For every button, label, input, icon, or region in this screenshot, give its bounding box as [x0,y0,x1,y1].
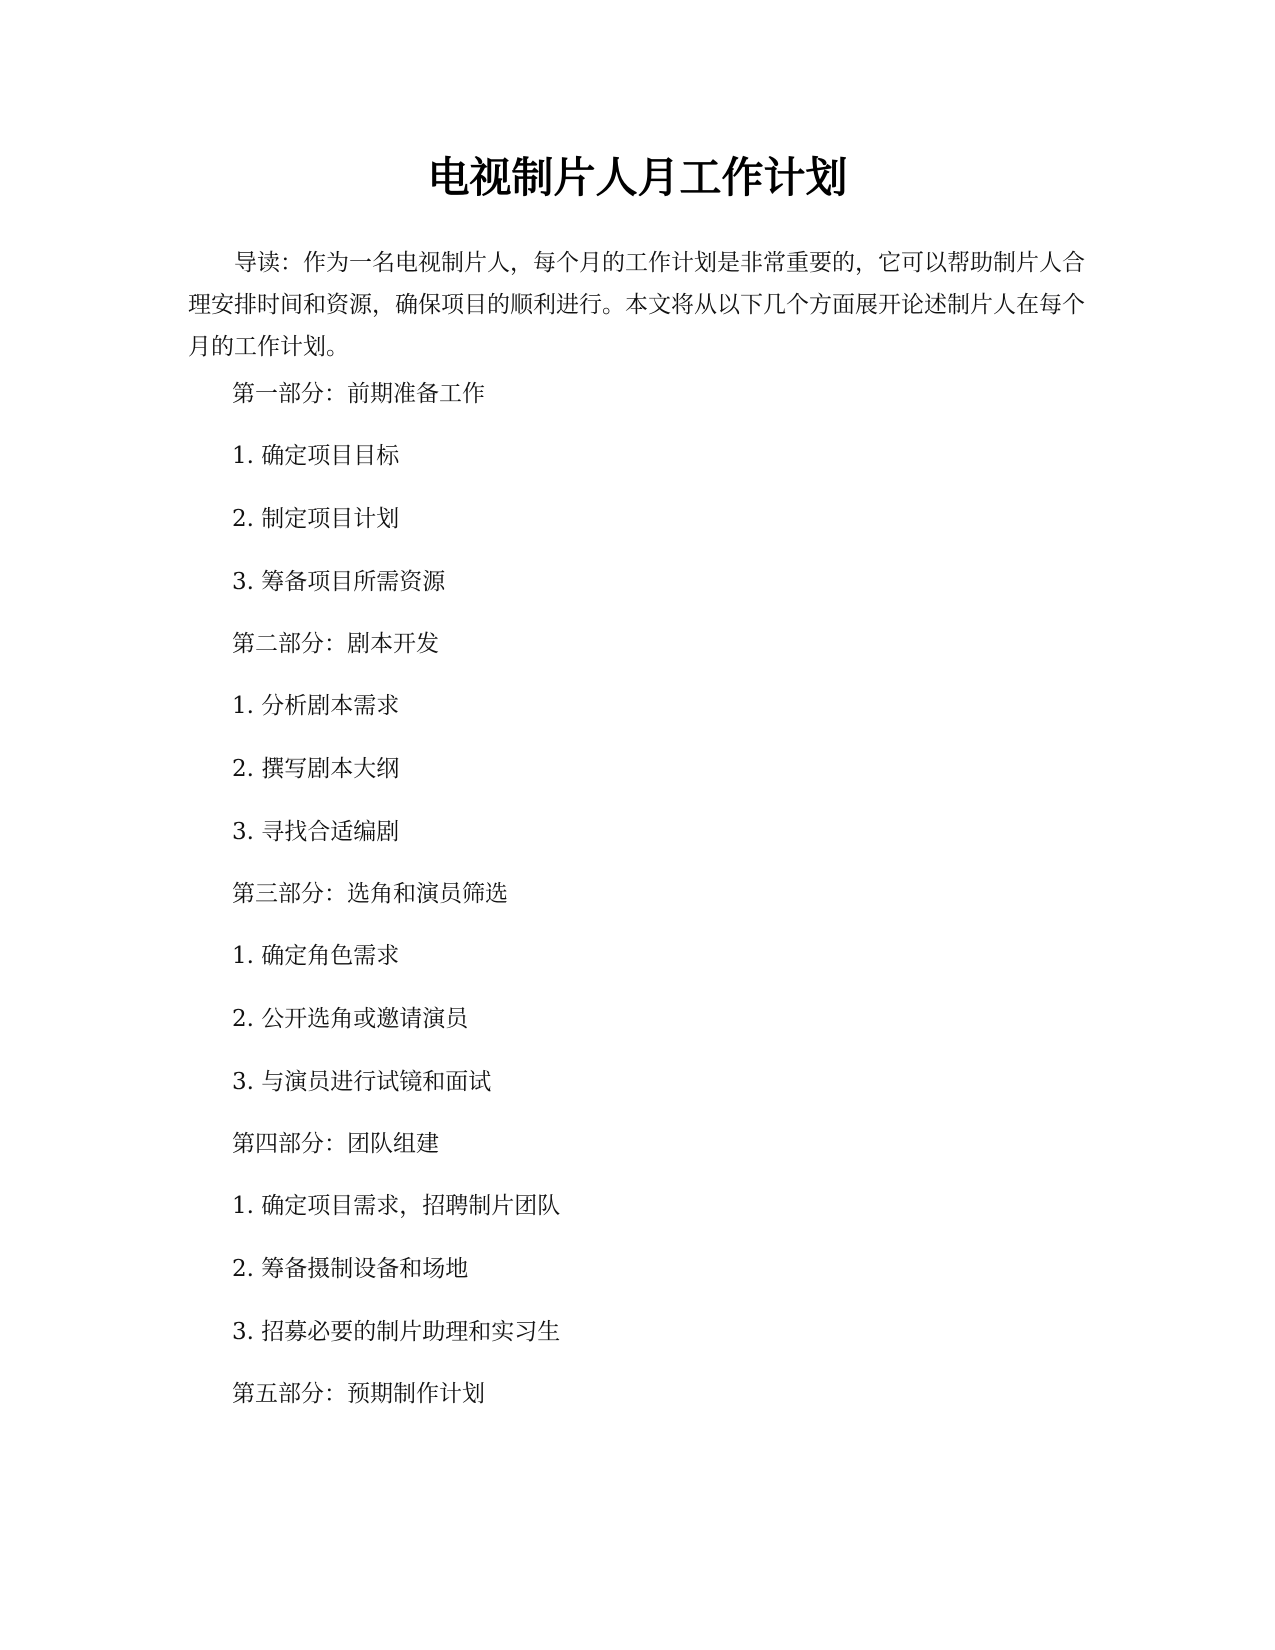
list-item: 2. 制定项目计划 [232,506,400,532]
section-heading: 第一部分：前期准备工作 [232,381,485,407]
intro-paragraph: 导读：作为一名电视制片人，每个月的工作计划是非常重要的，它可以帮助制片人合理安排时间和资源，确保项目的顺利进行。本文将从以下几个方面展开论述制片人在每个月的工作计划。 [188,250,1085,360]
section-heading: 第四部分：团队组建 [232,1131,439,1157]
section-heading: 第二部分：剧本开发 [232,631,439,657]
list-item: 1. 确定项目需求，招聘制片团队 [232,1193,561,1219]
page-title: 电视制片人月工作计划 [427,153,848,202]
list-item: 3. 筹备项目所需资源 [232,569,446,595]
list-item: 3. 与演员进行试镜和面试 [232,1069,492,1095]
list-item: 2. 公开选角或邀请演员 [232,1006,469,1032]
list-item: 1. 确定项目目标 [232,443,400,469]
list-item: 1. 分析剧本需求 [232,693,400,719]
list-item: 3. 招募必要的制片助理和实习生 [232,1319,561,1345]
list-item: 2. 撰写剧本大纲 [232,756,400,782]
section-heading: 第三部分：选角和演员筛选 [232,881,508,907]
list-item: 3. 寻找合适编剧 [232,819,400,845]
list-item: 2. 筹备摄制设备和场地 [232,1256,469,1282]
section-heading: 第五部分：预期制作计划 [232,1381,485,1407]
list-item: 1. 确定角色需求 [232,943,400,969]
